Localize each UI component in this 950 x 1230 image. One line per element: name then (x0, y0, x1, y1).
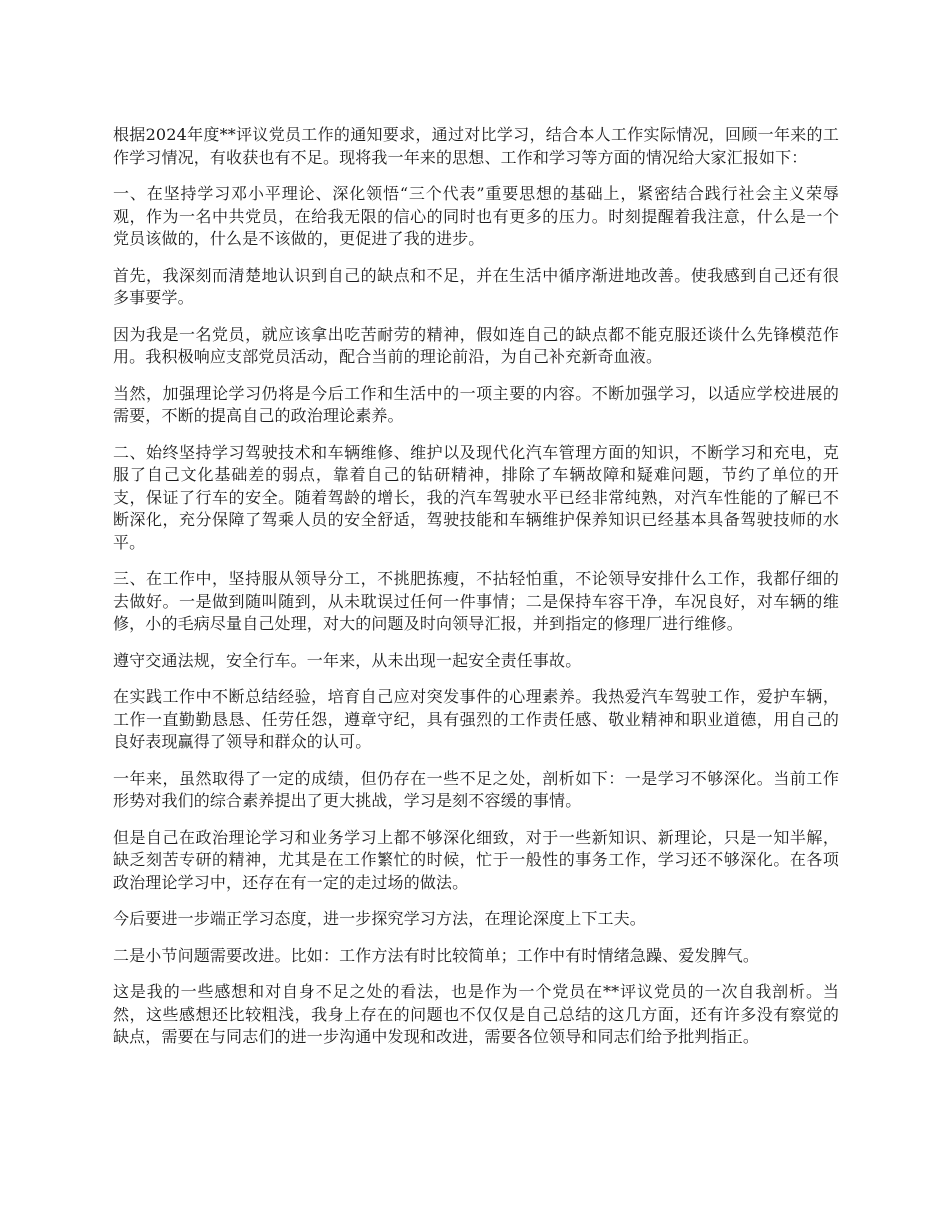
paragraph: 因为我是一名党员，就应该拿出吃苦耐劳的精神，假如连自己的缺点都不能克服还谈什么先锋模范作用。我积极响应支部党员活动，配合当前的理论前沿，为自己补充新奇血液。 (113, 324, 839, 366)
paragraph-section-2: 二、始终坚持学习驾驶技术和车辆维修、维护以及现代化汽车管理方面的知识，不断学习和充电，克服了自己文化基础差的弱点，靠着自己的钻研精神，排除了车辆故障和疑难问题，节约了单位的开支，保证了行车的安全。随着驾龄的增长，我的汽车驾驶水平已经非常纯熟，对汽车性能的了解已不断深化，充分保障了驾乘人员的安全舒适，驾驶技能和车辆维护保养知识已经基本具备驾驶技师的水平。 (113, 442, 839, 552)
paragraph: 在实践工作中不断总结经验，培育自己应对突发事件的心理素养。我热爱汽车驾驶工作，爱护车辆，工作一直勤勤恳恳、任劳任怨，遵章守纪，具有强烈的工作责任感、敬业精神和职业道德，用自己的良好表现赢得了领导和群众的认可。 (113, 687, 839, 751)
paragraph: 今后要进一步端正学习态度，进一步探究学习方法，在理论深度上下工夫。 (113, 909, 646, 928)
paragraph: 一年来，虽然取得了一定的成绩，但仍存在一些不足之处，剖析如下：一是学习不够深化。当前工作形势对我们的综合素养提出了更大挑战，学习是刻不容缓的事情。 (113, 768, 839, 810)
paragraph: 遵守交通法规，安全行车。一年来，从未出现一起安全责任事故。 (113, 650, 582, 670)
paragraph-conclusion: 这是我的一些感想和对自身不足之处的看法，也是作为一个党员在**评议党员的一次自我剖析。当然，这些感想还比较粗浅，我身上存在的问题也不仅仅是自己总结的这几方面，还有许多没有察觉的缺点，需要在与同志们的进一步沟通中发现和改进，需要各位领导和同志们给予批判指正。 (113, 982, 839, 1046)
paragraph: 但是自己在政治理论学习和业务学习上都不够深化细致，对于一些新知识、新理论，只是一知半解，缺乏刻苦专研的精神，尤其是在工作繁忙的时候，忙于一般性的事务工作，学习还不够深化。在各项政治理论学习中，还存在有一定的走过场的做法。 (113, 827, 839, 892)
document-body (113, 124, 839, 1063)
paragraph-intro: 根据2024年度**评议党员工作的通知要求，通过对比学习，结合本人工作实际情况，回顾一年来的工作学习情况，有收获也有不足。现将我一年来的思想、工作和学习等方面的情况给大家汇报如下： (113, 125, 839, 167)
paragraph: 二是小节问题需要改进。比如：工作方法有时比较简单；工作中有时情绪急躁、爱发脾气。 (113, 945, 760, 965)
paragraph-section-1: 一、在坚持学习邓小平理论、深化领悟“三个代表”重要思想的基础上，紧密结合践行社会主义荣辱观，作为一名中共党员，在给我无限的信心的同时也有更多的压力。时刻提醒着我注意，什么是一个党员该做的，什么是不该做的，更促进了我的进步。 (113, 184, 839, 248)
paragraph: 当然，加强理论学习仍将是今后工作和生活中的一项主要的内容。不断加强学习，以适应学校进展的需要，不断的提高自己的政治理论素养。 (113, 383, 839, 425)
paragraph: 首先，我深刻而清楚地认识到自己的缺点和不足，并在生活中循序渐进地改善。使我感到自己还有很多事要学。 (113, 265, 839, 307)
paragraph-section-3: 三、在工作中，坚持服从领导分工，不挑肥拣瘦，不拈轻怕重，不论领导安排什么工作，我都仔细的去做好。一是做到随叫随到，从未耽误过任何一件事情；二是保持车容干净，车况良好，对车辆的维修，小的毛病尽量自己处理，对大的问题及时向领导汇报，并到指定的修理厂进行维修。 (113, 569, 839, 633)
